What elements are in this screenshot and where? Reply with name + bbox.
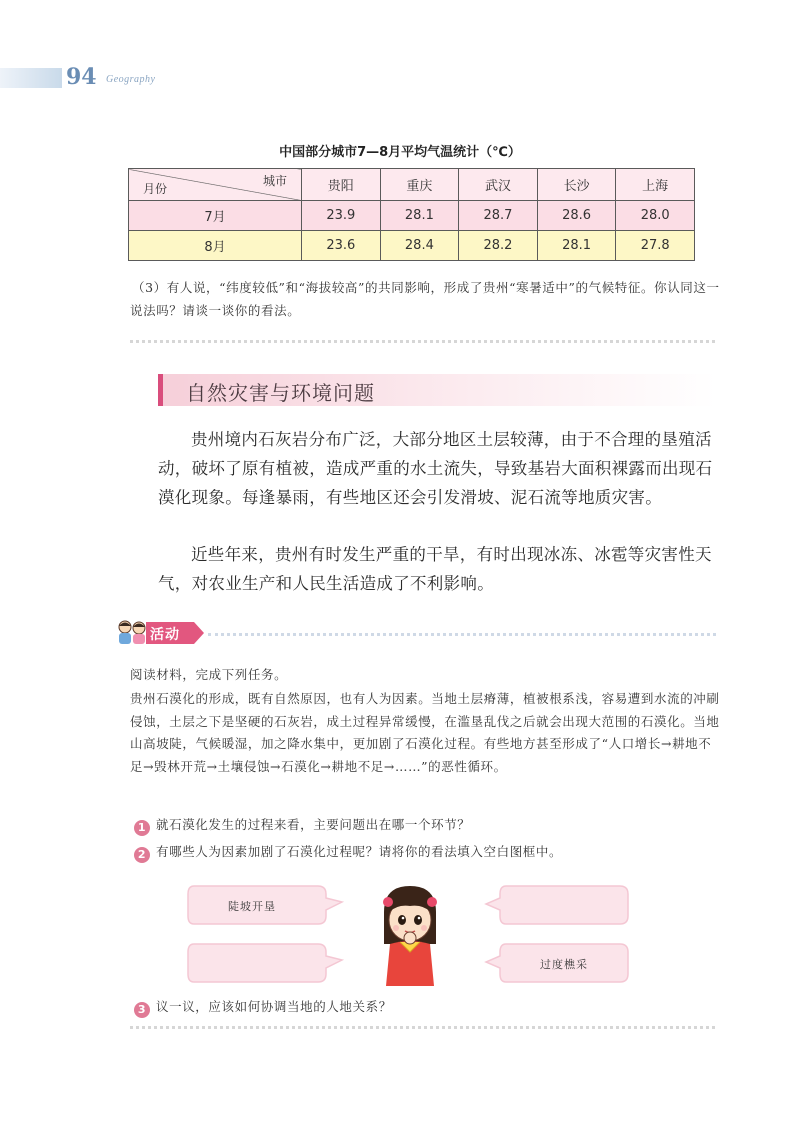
section-title: 自然灾害与环境问题 bbox=[186, 381, 375, 405]
month-cell: 7月 bbox=[129, 201, 302, 231]
value-cell: 28.0 bbox=[616, 201, 695, 231]
section-paragraph: 近些年来，贵州有时发生严重的干旱，有时出现冰冻、冰雹等灾害性天气，对农业生产和人民生活造成了不利影响。 bbox=[158, 545, 712, 593]
value-cell: 28.1 bbox=[537, 231, 616, 261]
value-cell: 27.8 bbox=[616, 231, 695, 261]
activity-intro: 阅读材料，完成下列任务。 bbox=[130, 667, 288, 682]
page-number: 94 bbox=[66, 64, 97, 90]
bubble-bottom-left[interactable] bbox=[186, 942, 346, 984]
city-header: 武汉 bbox=[459, 169, 538, 201]
corner-city-label: 城市 bbox=[262, 174, 287, 188]
task-1 bbox=[134, 816, 470, 836]
task-number: 1 bbox=[134, 820, 150, 836]
task-2 bbox=[134, 843, 562, 863]
task-text: 就石漠化发生的过程来看，主要问题出在哪一个环节？ bbox=[156, 817, 471, 832]
diagonal-header-cell bbox=[129, 169, 302, 201]
task-number: 3 bbox=[134, 1002, 150, 1018]
city-header: 长沙 bbox=[537, 169, 616, 201]
city-header: 重庆 bbox=[380, 169, 459, 201]
bubble-text-top-left: 陡坡开垦 bbox=[228, 900, 276, 913]
value-cell: 23.6 bbox=[302, 231, 381, 261]
girl-illustration-icon bbox=[372, 882, 448, 988]
month-cell: 8月 bbox=[129, 231, 302, 261]
dotted-divider bbox=[130, 1026, 715, 1029]
temperature-table bbox=[128, 168, 695, 261]
subject-label: Geography bbox=[106, 74, 156, 85]
table-row bbox=[129, 201, 695, 231]
value-cell: 23.9 bbox=[302, 201, 381, 231]
task-number: 2 bbox=[134, 847, 150, 863]
dotted-divider bbox=[130, 340, 715, 343]
value-cell: 28.7 bbox=[459, 201, 538, 231]
bubble-text-bottom-right: 过度樵采 bbox=[540, 958, 588, 971]
table-title: 中国部分城市7—8月平均气温统计（℃） bbox=[279, 145, 521, 160]
question-3-text: （3）有人说，“纬度较低”和“海拔较高”的共同影响，形成了贵州“寒暑适中”的气候特征。你认同这一说法吗？请谈一谈你的看法。 bbox=[130, 280, 720, 318]
header-strip bbox=[0, 68, 62, 88]
task-3 bbox=[134, 998, 392, 1018]
corner-month-label: 月份 bbox=[143, 182, 168, 196]
task-text: 有哪些人为因素加剧了石漠化过程呢？请将你的看法填入空白图框中。 bbox=[156, 844, 563, 859]
value-cell: 28.1 bbox=[380, 201, 459, 231]
table-header-row bbox=[129, 169, 695, 201]
bubble-top-right[interactable] bbox=[484, 884, 630, 926]
section-paragraph: 贵州境内石灰岩分布广泛，大部分地区土层较薄，由于不合理的垦殖活动，破坏了原有植被，造成严重的水土流失，导致基岩大面积裸露而出现石漠化现象。每逢暴雨，有些地区还会引发滑坡、泥石流等地质灾害。 bbox=[158, 430, 713, 507]
activity-label: 活动 bbox=[150, 627, 180, 643]
table-row bbox=[129, 231, 695, 261]
activity-dotted-line bbox=[208, 633, 716, 636]
city-header: 上海 bbox=[616, 169, 695, 201]
kids-icon bbox=[116, 618, 148, 646]
value-cell: 28.2 bbox=[459, 231, 538, 261]
value-cell: 28.6 bbox=[537, 201, 616, 231]
task-text: 议一议，应该如何协调当地的人地关系？ bbox=[156, 999, 392, 1014]
activity-material: 贵州石漠化的形成，既有自然原因，也有人为因素。当地土层瘠薄，植被根系浅，容易遭到水流的冲刷侵蚀，土层之下是坚硬的石灰岩，成土过程异常缓慢，在滥垦乱伐之后就会出现大范围的石漠化。当地山高坡陡，气候暖湿，加之降水集中，更加剧了石漠化过程。有些地方甚至形成了“人口增长→耕地不足→毁林开荒→土壤侵蚀→石漠化→耕地不足→……”的恶性循环。 bbox=[130, 691, 720, 774]
city-header: 贵阳 bbox=[302, 169, 381, 201]
value-cell: 28.4 bbox=[380, 231, 459, 261]
